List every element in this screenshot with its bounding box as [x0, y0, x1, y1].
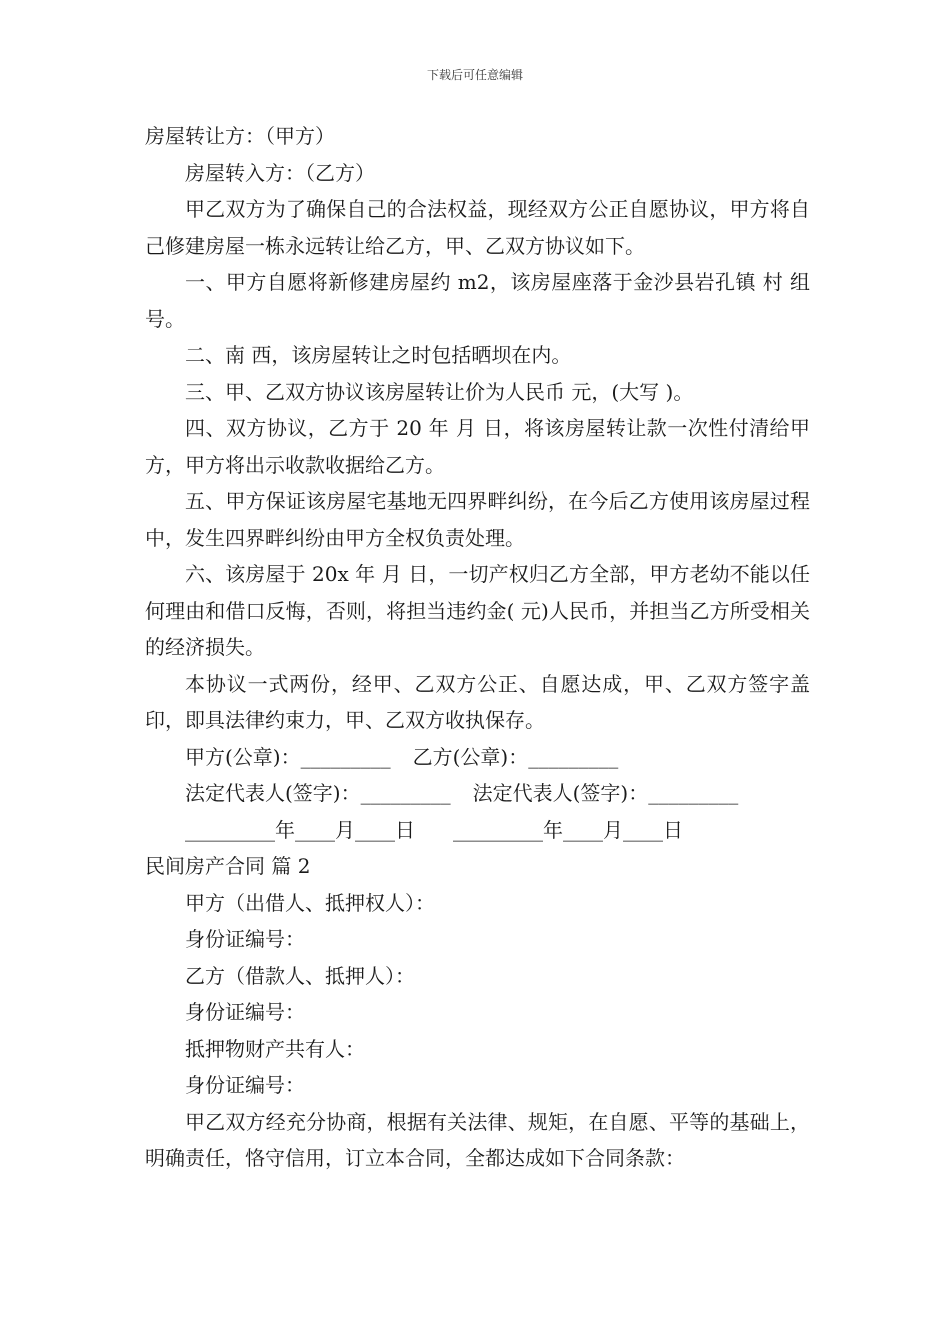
clause-5: 五、甲方保证该房屋宅基地无四界畔纠纷，在今后乙方使用该房屋过程中，发生四界畔纠纷由甲方全权负责处理。 — [145, 489, 810, 550]
lender-line: 甲方（出借人、抵押权人）： — [185, 890, 435, 915]
date-a: _________年____月____日 — [185, 817, 415, 842]
date-b: _________年____月____日 — [453, 817, 683, 842]
rep-a-signature: 法定代表人(签字)：_________ — [185, 781, 451, 805]
closing-paragraph: 本协议一式两份，经甲、乙双方公正、自愿达成，甲、乙双方签字盖印，即具法律约束力，甲、乙双方收执保存。 — [145, 671, 810, 732]
rep-b-signature: 法定代表人(签字)：_________ — [472, 781, 739, 805]
preamble-paragraph: 甲乙双方为了确保自己的合法权益，现经双方公正自愿协议，甲方将自己修建房屋一栋永远转让给乙方，甲、乙双方协议如下。 — [145, 197, 810, 258]
borrower-line: 乙方（借款人、抵押人）： — [185, 963, 415, 988]
representative-line — [145, 775, 810, 812]
date-line — [145, 812, 810, 849]
co-owner-id-line: 身份证编号： — [185, 1073, 305, 1097]
co-owner-line: 抵押物财产共有人： — [185, 1036, 365, 1061]
clause-1: 一、甲方自愿将新修建房屋约 m2，该房屋座落于金沙县岩孔镇 村 组 号。 — [145, 270, 810, 331]
borrower-id-line: 身份证编号： — [185, 1000, 305, 1024]
section2-paragraph: 甲乙双方经充分协商，根据有关法律、规矩，在自愿、平等的基础上，明确责任，恪守信用，订立本合同，全都达成如下合同条款： — [145, 1109, 810, 1170]
transferee-line: 房屋转入方：（乙方） — [185, 160, 375, 185]
document-body — [145, 118, 810, 1177]
section2-title: 民间房产合同 篇 2 — [145, 854, 311, 878]
party-b-seal: 乙方(公章)：_________ — [412, 744, 619, 769]
clause-4: 四、双方协议，乙方于 20 年 月 日，将该房屋转让款一次性付清给甲方，甲方将出示收款收据给乙方。 — [145, 416, 810, 477]
clause-2: 二、南 西，该房屋转让之时包括晒坝在内。 — [185, 343, 572, 367]
lender-id-line: 身份证编号： — [185, 927, 305, 951]
transferor-line: 房屋转让方：（甲方） — [145, 124, 335, 148]
clause-3: 三、甲、乙双方协议该房屋转让价为人民币 元，(大写 )。 — [185, 379, 694, 404]
party-a-seal: 甲方(公章)：_________ — [185, 744, 391, 769]
seal-line — [145, 739, 810, 776]
page-header-note: 下载后可任意编辑 — [426, 68, 523, 82]
clause-6: 六、该房屋于 20x 年 月 日，一切产权归乙方全部，甲方老幼不能以任何理由和借口反悔，否则，将担当违约金( 元)人民币，并担当乙方所受相关的经济损失。 — [145, 562, 810, 659]
